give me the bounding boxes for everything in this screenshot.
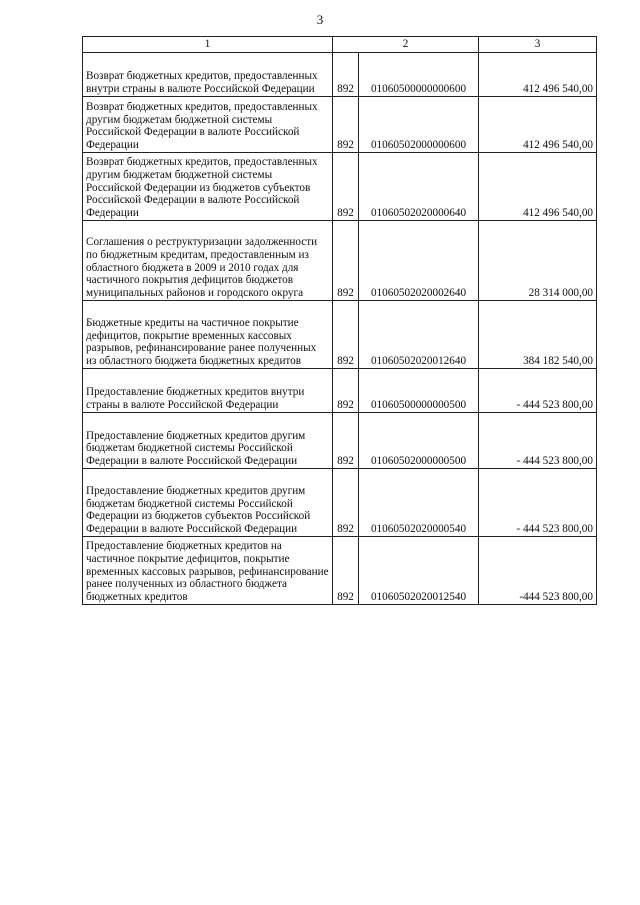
page-number: 3 <box>316 12 324 27</box>
row-budget-code: 01060502000000600 <box>359 97 479 153</box>
row-budget-code: 01060502020000540 <box>359 469 479 537</box>
table-row <box>83 53 597 97</box>
row-admin-code: 892 <box>333 537 359 605</box>
row-admin-code: 892 <box>333 221 359 301</box>
row-admin-code: 892 <box>333 469 359 537</box>
row-admin-code: 892 <box>333 301 359 369</box>
column-header-name: 1 <box>83 37 333 53</box>
row-amount: - 444 523 800,00 <box>479 413 597 469</box>
row-budget-code: 01060502000000500 <box>359 413 479 469</box>
table-row <box>83 469 597 537</box>
row-name: Предоставление бюджетных кредитов другим бюджетам бюджетной системы Российской Федерации в валюте Российской Федерации <box>83 413 333 469</box>
row-amount: 412 496 540,00 <box>479 53 597 97</box>
row-budget-code: 01060500000000600 <box>359 53 479 97</box>
row-amount: -444 523 800,00 <box>479 537 597 605</box>
row-name: Соглашения о реструктуризации задолженности по бюджетным кредитам, предоставленным из областного бюджета в 2009 и 2010 годах для частичного покрытия дефицитов бюджетов муниципальных районов и городского округа <box>83 221 333 301</box>
table-row <box>83 537 597 605</box>
row-admin-code: 892 <box>333 97 359 153</box>
row-admin-code: 892 <box>333 413 359 469</box>
row-name: Предоставление бюджетных кредитов внутри страны в валюте Российской Федерации <box>83 369 333 413</box>
row-admin-code: 892 <box>333 153 359 221</box>
row-budget-code: 01060502020000640 <box>359 153 479 221</box>
table-row <box>83 153 597 221</box>
row-budget-code: 01060502020012540 <box>359 537 479 605</box>
table-row <box>83 301 597 369</box>
table-row <box>83 413 597 469</box>
row-budget-code: 01060500000000500 <box>359 369 479 413</box>
row-name: Предоставление бюджетных кредитов на частичное покрытие дефицитов, покрытие временных кассовых разрывов, рефинансирование ранее полученных из областного бюджета бюджетных кредитов <box>83 537 333 605</box>
table-row <box>83 97 597 153</box>
budget-sources-table <box>82 36 597 605</box>
row-name: Возврат бюджетных кредитов, предоставленных внутри страны в валюте Российской Федерации <box>83 53 333 97</box>
column-header-amount: 3 <box>479 37 597 53</box>
row-name: Бюджетные кредиты на частичное покрытие дефицитов, покрытие временных кассовых разрывов, рефинансирование ранее полученных из областного бюджета бюджетных кредитов <box>83 301 333 369</box>
row-admin-code: 892 <box>333 369 359 413</box>
table-header-row <box>83 37 597 53</box>
row-admin-code: 892 <box>333 53 359 97</box>
row-name: Предоставление бюджетных кредитов другим бюджетам бюджетной системы Российской Федерации из бюджетов субъектов Российской Федерации в валюте Российской Федерации <box>83 469 333 537</box>
row-name: Возврат бюджетных кредитов, предоставленных другим бюджетам бюджетной системы Российской Федерации из бюджетов субъектов Российской Федерации в валюте Российской Федерации <box>83 153 333 221</box>
row-name: Возврат бюджетных кредитов, предоставленных другим бюджетам бюджетной системы Российской Федерации в валюте Российской Федерации <box>83 97 333 153</box>
row-amount: - 444 523 800,00 <box>479 369 597 413</box>
row-amount: 384 182 540,00 <box>479 301 597 369</box>
row-amount: 412 496 540,00 <box>479 97 597 153</box>
row-budget-code: 01060502020002640 <box>359 221 479 301</box>
row-budget-code: 01060502020012640 <box>359 301 479 369</box>
table-row <box>83 221 597 301</box>
table-row <box>83 369 597 413</box>
column-header-code: 2 <box>333 37 479 53</box>
row-amount: - 444 523 800,00 <box>479 469 597 537</box>
row-amount: 28 314 000,00 <box>479 221 597 301</box>
row-amount: 412 496 540,00 <box>479 153 597 221</box>
